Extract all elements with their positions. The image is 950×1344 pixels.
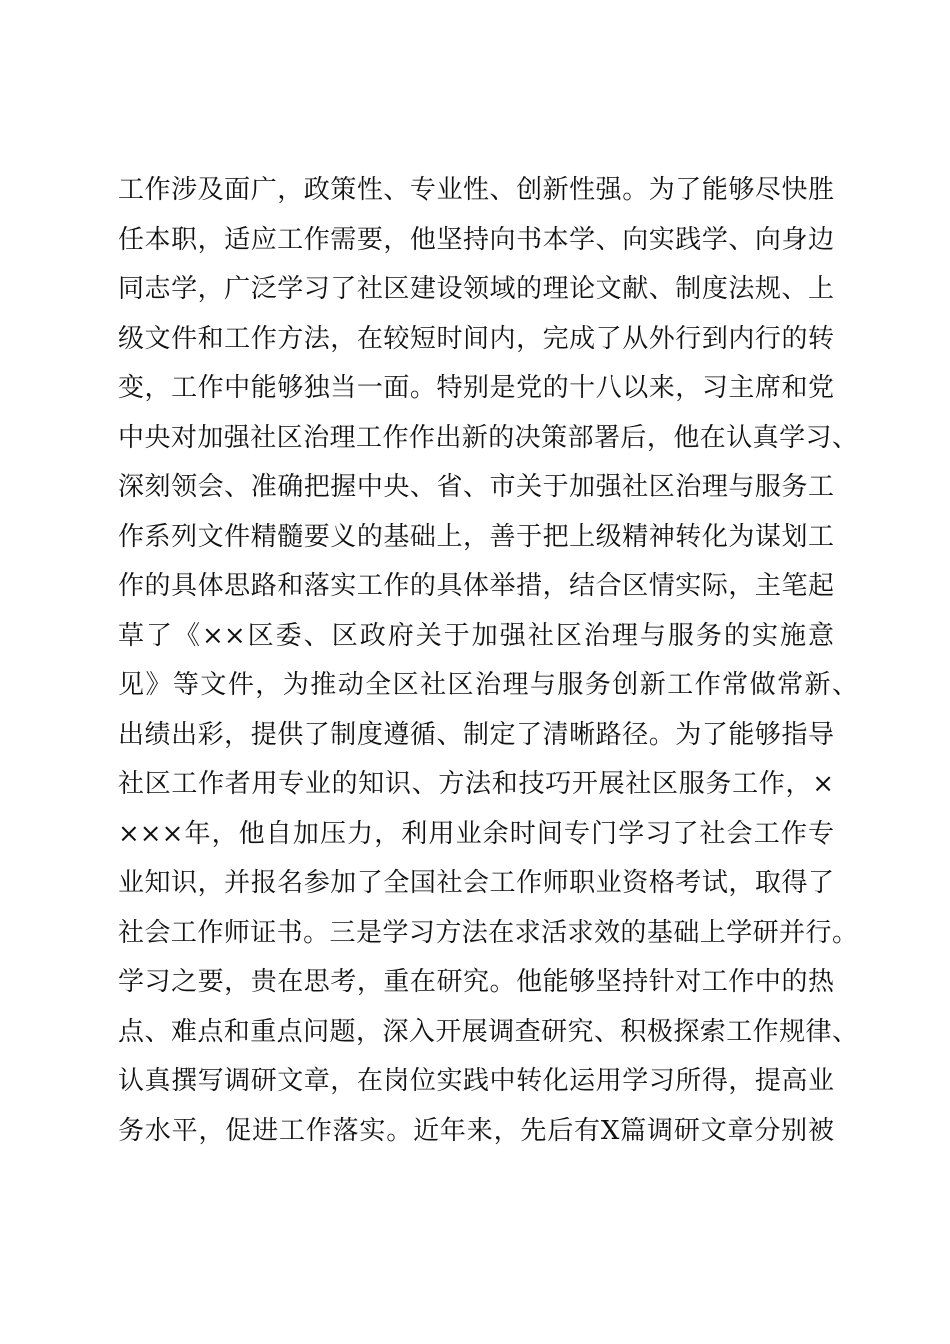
text-line: 见》等文件，为推动全区社区治理与服务创新工作常做常新、	[118, 670, 858, 700]
body-text	[118, 166, 858, 1156]
text-line: 深刻领会、准确把握中央、省、市关于加强社区治理与服务工	[118, 472, 834, 502]
text-line: 认真撰写调研文章，在岗位实践中转化运用学习所得，提高业	[118, 1066, 834, 1096]
text-line: 业知识，并报名参加了全国社会工作师职业资格考试，取得了	[118, 868, 834, 898]
text-line: 级文件和工作方法，在较短时间内，完成了从外行到内行的转	[118, 323, 834, 354]
text-line: 工作涉及面广，政策性、专业性、创新性强。为了能够尽快胜	[118, 175, 834, 205]
text-line: 同志学，广泛学习了社区建设领域的理论文献、制度法规、上	[118, 274, 834, 304]
text-line: 点、难点和重点问题，深入开展调查研究、积极探索工作规律、	[118, 1016, 858, 1047]
text-line: 变，工作中能够独当一面。特别是党的十八以来，习主席和党	[118, 373, 834, 403]
text-line: 务水平，促进工作落实。近年来，先后有X篇调研文章分别被	[118, 1115, 834, 1146]
text-line: 社区工作者用专业的知识、方法和技巧开展社区服务工作，×	[118, 769, 834, 799]
text-line: 出绩出彩，提供了制度遵循、制定了清晰路径。为了能够指导	[118, 719, 834, 750]
text-line: 学习之要，贵在思考，重在研究。他能够坚持针对工作中的热	[118, 967, 834, 997]
text-line: 社会工作师证书。三是学习方法在求活求效的基础上学研并行。	[118, 917, 858, 948]
text-line: 草了《××区委、区政府关于加强社区治理与服务的实施意	[118, 620, 834, 651]
text-line: 作系列文件精髓要义的基础上，善于把上级精神转化为谋划工	[118, 521, 834, 552]
text-line: 任本职，适应工作需要，他坚持向书本学、向实践学、向身边	[118, 224, 834, 255]
text-line: 作的具体思路和落实工作的具体举措，结合区情实际，主笔起	[118, 571, 834, 601]
text-line: ×××年，他自加压力，利用业余时间专门学习了社会工作专	[118, 818, 834, 849]
text-line: 中央对加强社区治理工作作出新的决策部署后，他在认真学习、	[118, 422, 858, 453]
